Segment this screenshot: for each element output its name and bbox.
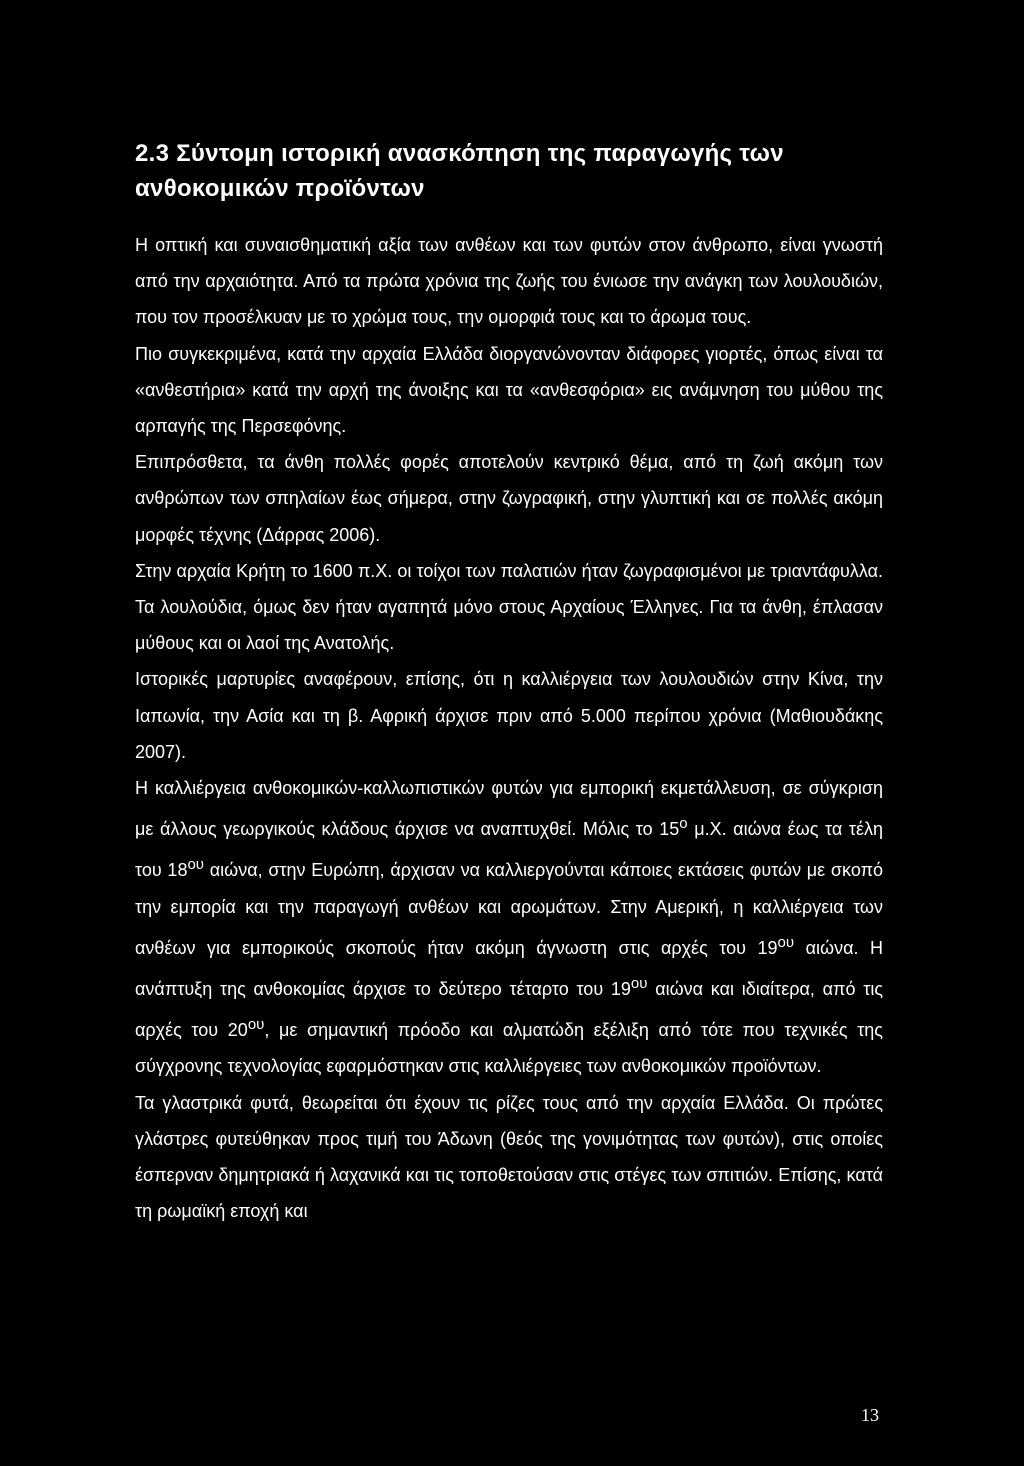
paragraph-art: Επιπρόσθετα, τα άνθη πολλές φορές αποτελούν κεντρικό θέμα, από τη ζωή ακόμη των ανθρώπων των σπηλαίων έως σήμερα, στην ζωγραφική, στην γλυπτική και σε πολλές ακόμη μορφές τέχνης (Δάρρας 2006).	[135, 452, 883, 545]
paragraph-intro: Η οπτική και συναισθηματική αξία των ανθέων και των φυτών στον άνθρωπο, είναι γνωστή από την αρχαιότητα. Από τα πρώτα χρόνια της ζωής του ένιωσε την ανάγκη των λουλουδιών, που τον προσέλκυαν με το χρώμα τους, την ομορφιά τους και το άρωμα τους.	[135, 235, 883, 328]
paragraph-potted-plants: Τα γλαστρικά φυτά, θεωρείται ότι έχουν τις ρίζες τους από την αρχαία Ελλάδα. Οι πρώτες γλάστρες φυτεύθηκαν προς τιμή του Άδωνη (θεός της γονιμότητας των φυτών), στις οποίες έσπερναν δημητριακά ή λαχανικά και τις τοποθετούσαν στις στέγες των σπιτιών. Επίσης, κατά τη ρωμαϊκή εποχή και	[135, 1092, 883, 1222]
paragraph-ancient-greece: Πιο συγκεκριμένα, κατά την αρχαία Ελλάδα διοργανώνονταν διάφορες γιορτές, όπως είναι τα «ανθεστήρια» κατά την αρχή της άνοιξης και τα «ανθεσφόρια» εις ανάμνηση του μύθου της αρπαγής της Περσεφόνης.	[135, 343, 883, 437]
paragraph-cultivation	[135, 770, 883, 1085]
page-number: 13	[861, 1405, 879, 1425]
text-run: αιώνα, στην Ευρώπη, άρχισαν να καλλιεργούνται κάποιες εκτάσεις φυτών με σκοπό την εμπορία και την παραγωγή ανθέων και αρωμάτων. Στην Αμερική, η καλλιέργεια των ανθέων για εμπορικούς σκοπούς ήταν ακόμη άγνωστη στις αρχές του 19	[135, 860, 884, 958]
body-text	[135, 227, 883, 1229]
superscript: ου	[247, 1016, 265, 1034]
text-run: , με σημαντική πρόοδο και αλματώδη εξέλιξη από τότε που τεχνικές της σύγχρονης τεχνολογίας εφαρμόστηκαν στις καλλιέργειες των ανθοκομικών προϊόντων.	[135, 1020, 883, 1077]
text-run: αιώνα. Η ανάπτυξη της ανθοκομίας άρχισε το δεύτερο τέταρτο του 19	[135, 937, 884, 1000]
superscript: ου	[187, 856, 205, 874]
superscript: ο	[679, 815, 688, 833]
text-run: αιώνα και ιδιαίτερα, από τις αρχές του 20	[135, 979, 883, 1041]
text-run: Η καλλιέργεια ανθοκομικών-καλλωπιστικών φυτών για εμπορική εκμετάλλευση, σε σύγκριση με άλλους γεωργικούς κλάδους άρχισε να αναπτυχθεί. Μόλις το 15	[135, 778, 883, 840]
text-run: μ.Χ. αιώνα έως τα τέλη του 18	[135, 819, 883, 881]
paragraph-asia: Ιστορικές μαρτυρίες αναφέρουν, επίσης, ότι η καλλιέργεια των λουλουδιών στην Κίνα, την Ιαπωνία, την Ασία και τη β. Αφρική άρχισε πριν από 5.000 περίπου χρόνια (Μαθιουδάκης 2007).	[135, 669, 883, 762]
section-heading: 2.3 Σύντομη ιστορική ανασκόπηση της παραγωγής των ανθοκομικών προϊόντων	[135, 140, 784, 202]
superscript: ου	[777, 933, 795, 951]
superscript: ου	[630, 975, 648, 993]
paragraph-crete: Στην αρχαία Κρήτη το 1600 π.Χ. οι τοίχοι των παλατιών ήταν ζωγραφισμένοι με τριαντάφυλλα. Τα λουλούδια, όμως δεν ήταν αγαπητά μόνο στους Αρχαίους Έλληνες. Για τα άνθη, έπλασαν μύθους και οι λαοί της Ανατολής.	[135, 560, 883, 654]
